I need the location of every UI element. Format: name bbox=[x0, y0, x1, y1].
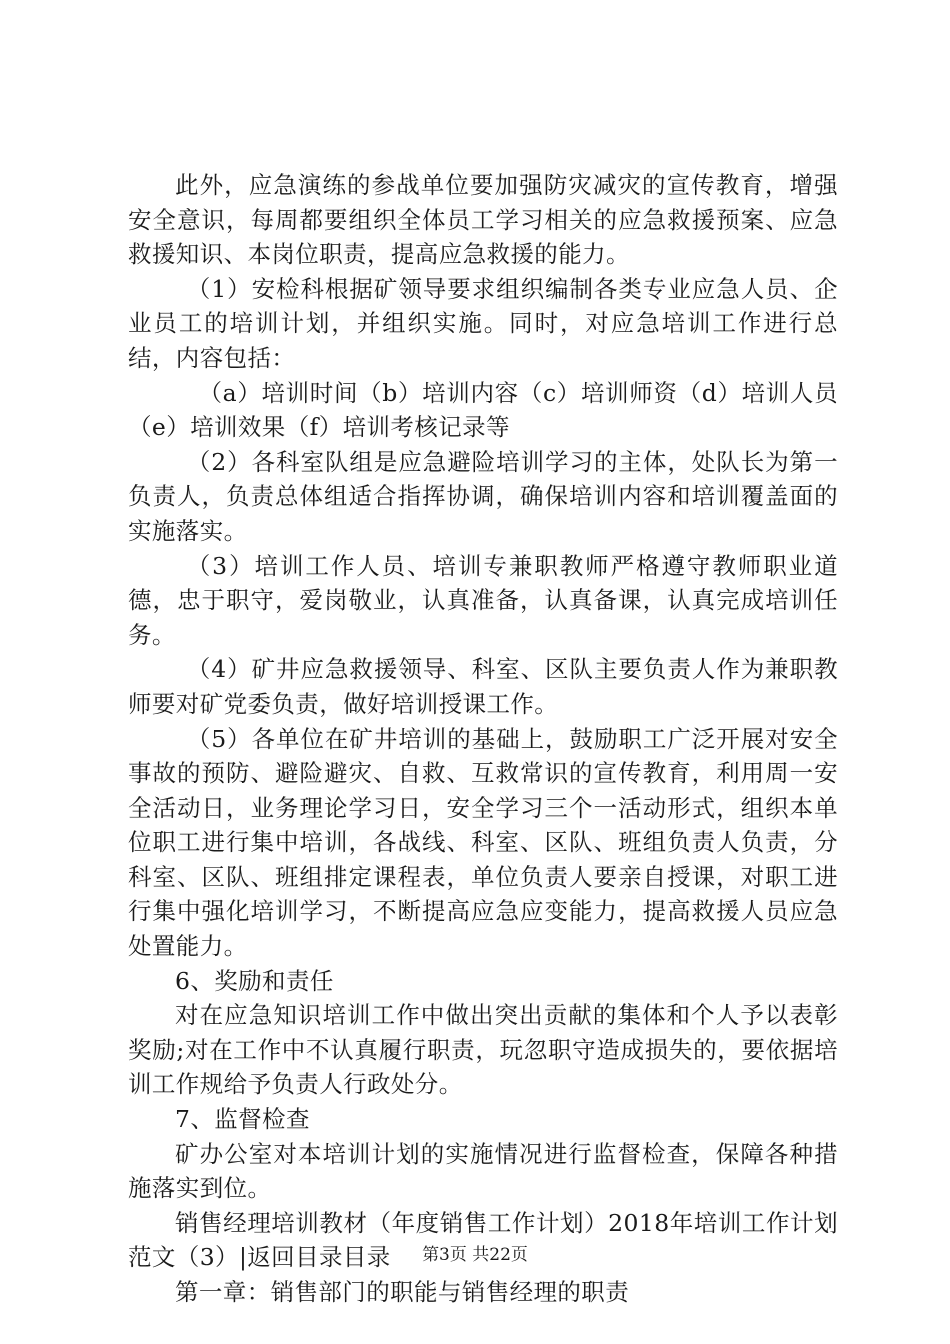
paragraph-item-1: （1）安检科根据矿领导要求组织编制各类专业应急人员、企业员工的培训计划，并组织实施。同时，对应急培训工作进行总结，内容包括： bbox=[128, 274, 838, 372]
paragraph-intro: 此外，应急演练的参战单位要加强防灾减灾的宣传教育，增强安全意识，每周都要组织全体员工学习相关的应急救援预案、应急救援知识、本岗位职责，提高应急救援的能力。 bbox=[128, 171, 838, 269]
paragraph-supervision: 矿办公室对本培训计划的实施情况进行监督检查，保障各种措施落实到位。 bbox=[128, 1139, 838, 1203]
paragraph-item-5: （5）各单位在矿井培训的基础上，鼓励职工广泛开展对安全事故的预防、避险避灾、自救、互救常识的宣传教育，利用周一安全活动日，业务理论学习日，安全学习三个一活动形式，组织本单位职工进行集中培训，各战线、科室、区队、班组负责人负责，分科室、区队、班组排定课程表，单位负责人要亲自授课，对职工进行集中强化培训学习，不断提高应急应变能力，提高救援人员应急处置能力。 bbox=[128, 724, 838, 961]
link-back-to-toc[interactable]: 销售经理培训教材（年度销售工作计划）2018年培训工作计划范文（3）|返回目录目录 bbox=[128, 1208, 838, 1272]
paragraph-item-3: （3）培训工作人员、培训专兼职教师严格遵守教师职业道德，忠于职守，爱岗敬业，认真准备，认真备课，认真完成培训任务。 bbox=[128, 551, 838, 649]
paragraph-item-list: （a）培训时间（b）培训内容（c）培训师资（d）培训人员（e）培训效果（f）培训考核记录等 bbox=[128, 378, 838, 442]
chapter-heading: 第一章：销售部门的职能与销售经理的职责 bbox=[175, 1278, 630, 1306]
section-heading-rewards: 6、奖励和责任 bbox=[175, 966, 334, 995]
document-body bbox=[128, 168, 838, 1310]
paragraph-rewards: 对在应急知识培训工作中做出突出贡献的集体和个人予以表彰奖励;对在工作中不认真履行职责，玩忽职守造成损失的，要依据培训工作规给予负责人行政处分。 bbox=[128, 1001, 838, 1099]
paragraph-item-4: （4）矿井应急救援领导、科室、区队主要负责人作为兼职教师要对矿党委负责，做好培训授课工作。 bbox=[128, 655, 838, 718]
section-heading-supervision: 7、监督检查 bbox=[175, 1105, 310, 1134]
page-number-footer: 第3页 共22页 bbox=[422, 1245, 528, 1265]
paragraph-item-2: （2）各科室队组是应急避险培训学习的主体，处队长为第一负责人，负责总体组适合指挥协调，确保培训内容和培训覆盖面的实施落实。 bbox=[128, 447, 838, 545]
